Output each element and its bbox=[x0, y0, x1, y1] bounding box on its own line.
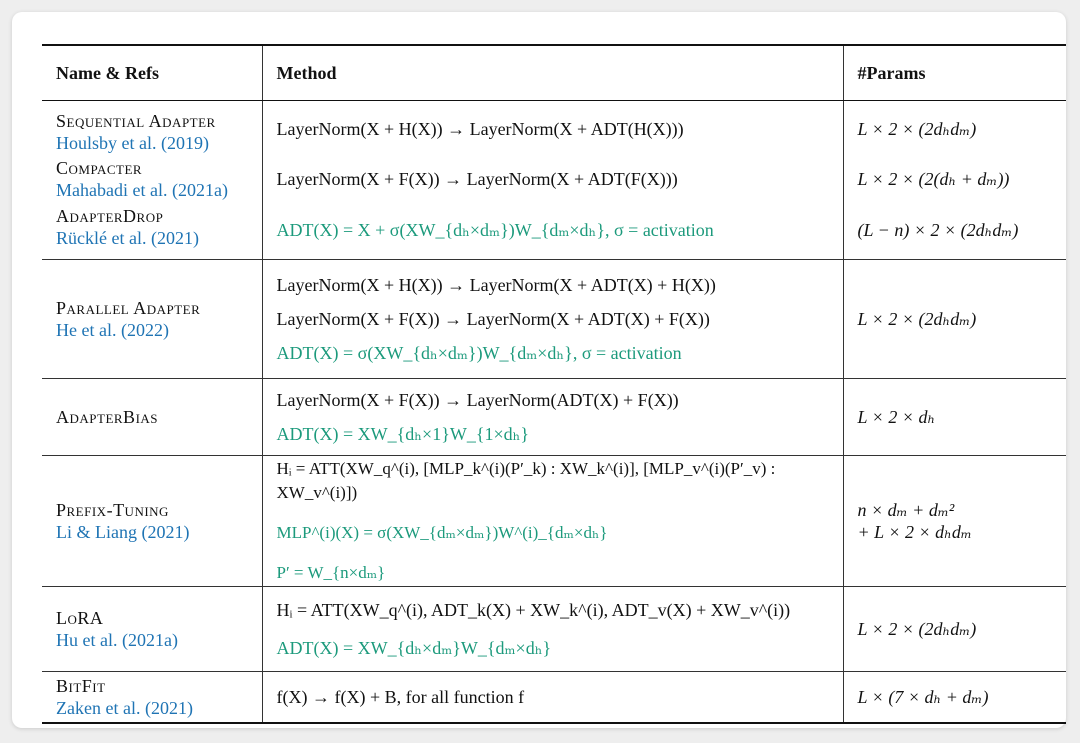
method-line: LayerNorm(X + H(X)) → LayerNorm(X + ADT(X) + H(X)) bbox=[276, 275, 716, 295]
table-row bbox=[42, 672, 1066, 724]
params-line: + L × 2 × dₕdₘ bbox=[857, 522, 972, 542]
method-line: ADT(X) = σ(XW_{dₕ×dₘ})W_{dₘ×dₕ}, σ = activation bbox=[276, 343, 682, 363]
method-line: LayerNorm(X + F(X)) → LayerNorm(ADT(X) + F(X)) bbox=[276, 390, 679, 410]
name-cell-bitfit bbox=[42, 672, 262, 724]
table-row bbox=[42, 587, 1066, 672]
header-method: Method bbox=[262, 45, 843, 101]
method-name: Prefix-Tuning bbox=[56, 500, 169, 520]
method-cell bbox=[262, 260, 843, 379]
method-name: LoRA bbox=[56, 608, 104, 628]
name-cell-adapterbias bbox=[42, 379, 262, 456]
params-line: n × dₘ + dₘ² bbox=[857, 500, 955, 520]
name-cell-sequential-adapter bbox=[42, 101, 262, 158]
method-line: Hᵢ = ATT(XW_q^(i), ADT_k(X) + XW_k^(i), ADT_v(X) + XW_v^(i)) bbox=[276, 600, 791, 620]
method-name: Compacter bbox=[56, 158, 143, 178]
params-cell: L × 2 × (2(dₕ + dₘ)) bbox=[857, 168, 1010, 189]
method-name: BitFit bbox=[56, 676, 106, 696]
header-params: #Params bbox=[843, 45, 1066, 101]
ref-year-link[interactable]: 2019 bbox=[166, 133, 203, 153]
ref-year-link[interactable]: 2021 bbox=[147, 522, 184, 542]
method-line: MLP^(i)(X) = σ(XW_{dₘ×dₘ})W^(i)_{dₘ×dₕ} bbox=[276, 523, 608, 542]
params-cell: L × 2 × dₕ bbox=[843, 379, 1066, 456]
name-cell-lora bbox=[42, 587, 262, 672]
name-cell-parallel-adapter bbox=[42, 260, 262, 379]
method-ref: Zaken et al. (2021) bbox=[56, 698, 193, 718]
method-line: ADT(X) = XW_{dₕ×dₘ}W_{dₘ×dₕ} bbox=[276, 638, 552, 658]
table-row bbox=[42, 101, 1066, 158]
method-line: Hᵢ = ATT(XW_q^(i), [MLP_k^(i)(P′_k) : XW_k^(i)], [MLP_v^(i)(P′_v) : XW_v^(i)]) bbox=[276, 459, 776, 502]
ref-year-link[interactable]: 2021a bbox=[127, 630, 172, 650]
name-cell-compacter bbox=[42, 157, 262, 201]
table-row bbox=[42, 260, 1066, 379]
method-ref: Li & Liang (2021) bbox=[56, 522, 190, 542]
ref-year-link[interactable]: 2021 bbox=[150, 698, 187, 718]
method-cell bbox=[262, 379, 843, 456]
params-cell: L × 2 × (2dₕdₘ) bbox=[843, 260, 1066, 379]
method-cell: f(X) → f(X) + B, for all function f bbox=[262, 672, 843, 724]
method-ref: Houlsby et al. (2019) bbox=[56, 133, 209, 153]
params-cell: L × 2 × (2dₕdₘ) bbox=[843, 101, 1066, 158]
table-row bbox=[42, 201, 1066, 260]
method-cell: LayerNorm(X + F(X)) → LayerNorm(X + ADT(F(X))) bbox=[262, 157, 843, 201]
ref-year-link[interactable]: 2022 bbox=[126, 320, 163, 340]
method-ref: Rücklé et al. (2021) bbox=[56, 228, 199, 248]
method-cell: LayerNorm(X + H(X)) → LayerNorm(X + ADT(H(X))) bbox=[262, 101, 843, 158]
ref-year-link[interactable]: 2021a bbox=[177, 180, 222, 200]
name-cell-prefix-tuning bbox=[42, 456, 262, 587]
table-row bbox=[42, 379, 1066, 456]
method-name: Parallel Adapter bbox=[56, 298, 201, 318]
params-cell: L × 2 × (2dₕdₘ) bbox=[843, 587, 1066, 672]
table-row bbox=[42, 456, 1066, 587]
method-ref: He et al. (2022) bbox=[56, 320, 169, 340]
params-cell bbox=[843, 456, 1066, 587]
method-cell bbox=[262, 587, 843, 672]
table-header-row bbox=[42, 45, 1066, 101]
peft-methods-table bbox=[42, 44, 1066, 724]
method-line: ADT(X) = XW_{dₕ×1}W_{1×dₕ} bbox=[276, 424, 530, 444]
method-ref: Hu et al. (2021a) bbox=[56, 630, 178, 650]
method-line: P′ = W_{n×dₘ} bbox=[276, 563, 386, 582]
method-name: Sequential Adapter bbox=[56, 111, 216, 131]
method-cell bbox=[262, 456, 843, 587]
method-name: AdapterBias bbox=[56, 407, 159, 427]
ref-year-link[interactable]: 2021 bbox=[156, 228, 193, 248]
params-cell: (L − n) × 2 × (2dₕdₘ) bbox=[857, 219, 1019, 240]
header-name-refs: Name & Refs bbox=[42, 45, 262, 101]
name-cell-adapterdrop bbox=[42, 201, 262, 260]
method-name: AdapterDrop bbox=[56, 206, 164, 226]
table-card bbox=[12, 12, 1066, 728]
method-line: LayerNorm(X + F(X)) → LayerNorm(X + ADT(X) + F(X)) bbox=[276, 309, 710, 329]
method-cell: ADT(X) = X + σ(XW_{dₕ×dₘ})W_{dₘ×dₕ}, σ = activation bbox=[262, 201, 843, 260]
method-ref: Mahabadi et al. (2021a) bbox=[56, 180, 228, 200]
table-row bbox=[42, 157, 1066, 201]
params-cell: L × (7 × dₕ + dₘ) bbox=[843, 672, 1066, 724]
